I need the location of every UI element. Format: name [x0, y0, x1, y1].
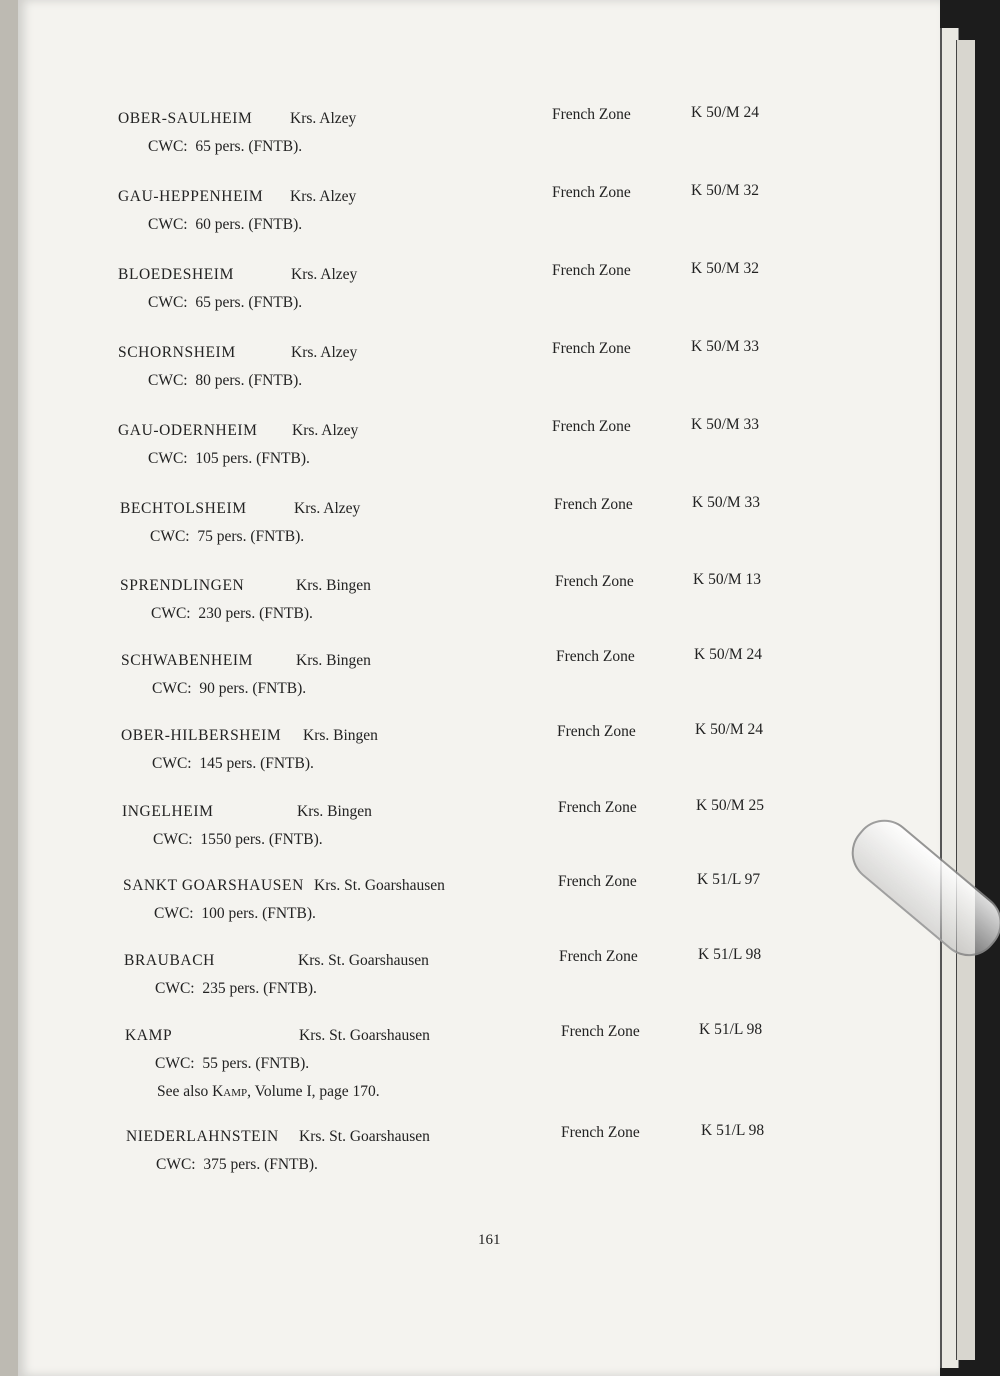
zone: French Zone	[558, 799, 637, 816]
cwc-line: CWC: 55 pers. (FNTB).	[155, 1055, 310, 1072]
page-number: 161	[478, 1232, 501, 1248]
entry-braubach	[18, 946, 940, 1022]
place-name: SANKT GOARSHAUSEN	[123, 877, 304, 894]
entry-gau-odernheim	[18, 416, 940, 492]
grid-reference: K 50/M 13	[693, 571, 762, 588]
district: Krs. Alzey	[291, 344, 358, 361]
place-name: OBER-SAULHEIM	[118, 110, 253, 127]
grid-reference: K 50/M 24	[694, 646, 763, 663]
place-name: SCHORNSHEIM	[118, 344, 236, 361]
place-name: BECHTOLSHEIM	[120, 500, 247, 517]
cwc-line: CWC: 235 pers. (FNTB).	[155, 980, 317, 997]
zone: French Zone	[552, 262, 631, 279]
entry-schornsheim	[18, 338, 940, 414]
zone: French Zone	[554, 496, 633, 513]
cwc-line: CWC: 145 pers. (FNTB).	[152, 755, 314, 772]
zone: French Zone	[561, 1124, 640, 1141]
place-name: BLOEDESHEIM	[118, 266, 234, 283]
district: Krs. St. Goarshausen	[314, 877, 445, 894]
grid-reference: K 50/M 24	[691, 104, 760, 121]
grid-reference: K 50/M 25	[696, 797, 765, 814]
zone: French Zone	[558, 873, 637, 890]
zone: French Zone	[556, 648, 635, 665]
district: Krs. Alzey	[290, 110, 357, 127]
zone: French Zone	[561, 1023, 640, 1040]
place-name: GAU-HEPPENHEIM	[118, 188, 264, 205]
cwc-line: CWC: 60 pers. (FNTB).	[148, 216, 303, 233]
cwc-line: CWC: 80 pers. (FNTB).	[148, 372, 303, 389]
entry-ober-saulheim	[18, 104, 940, 180]
cwc-line: CWC: 375 pers. (FNTB).	[156, 1156, 318, 1173]
cwc-line: CWC: 230 pers. (FNTB).	[151, 605, 313, 622]
zone: French Zone	[552, 184, 631, 201]
place-name: INGELHEIM	[122, 803, 214, 820]
district: Krs. St. Goarshausen	[298, 952, 429, 969]
cwc-line: CWC: 65 pers. (FNTB).	[148, 294, 303, 311]
place-name: OBER-HILBERSHEIM	[121, 727, 282, 744]
entry-gau-heppenheim	[18, 182, 940, 258]
cwc-line: CWC: 65 pers. (FNTB).	[148, 138, 303, 155]
zone: French Zone	[559, 948, 638, 965]
grid-reference: K 51/L 98	[699, 1021, 763, 1038]
zone: French Zone	[557, 723, 636, 740]
entry-bloedesheim	[18, 260, 940, 336]
document-page	[18, 0, 940, 1376]
entry-schwabenheim	[18, 646, 940, 722]
grid-reference: K 50/M 33	[692, 494, 761, 511]
place-name: GAU-ODERNHEIM	[118, 422, 258, 439]
page-stack-edge-back	[956, 40, 975, 1360]
grid-reference: K 50/M 32	[691, 260, 760, 277]
zone: French Zone	[552, 340, 631, 357]
cwc-line: CWC: 1550 pers. (FNTB).	[153, 831, 323, 848]
zone: French Zone	[555, 573, 634, 590]
zone: French Zone	[552, 418, 631, 435]
cwc-line: CWC: 105 pers. (FNTB).	[148, 450, 310, 467]
grid-reference: K 51/L 98	[701, 1122, 765, 1139]
entry-niederlahnstein	[18, 1122, 940, 1198]
district: Krs. Alzey	[290, 188, 357, 205]
entry-sankt-goarshausen	[18, 871, 940, 947]
grid-reference: K 50/M 24	[695, 721, 764, 738]
district: Krs. St. Goarshausen	[299, 1128, 430, 1145]
zone: French Zone	[552, 106, 631, 123]
district: Krs. Bingen	[297, 803, 372, 820]
grid-reference: K 50/M 32	[691, 182, 760, 199]
place-name: SCHWABENHEIM	[121, 652, 254, 669]
grid-reference: K 50/M 33	[691, 416, 760, 433]
cwc-line: CWC: 75 pers. (FNTB).	[150, 528, 305, 545]
district: Krs. Bingen	[296, 577, 371, 594]
grid-reference: K 50/M 33	[691, 338, 760, 355]
grid-reference: K 51/L 98	[698, 946, 762, 963]
place-name: BRAUBACH	[124, 952, 215, 969]
entry-sprendlingen	[18, 571, 940, 647]
district: Krs. St. Goarshausen	[299, 1027, 430, 1044]
place-name: NIEDERLAHNSTEIN	[126, 1128, 279, 1145]
entry-kamp	[18, 1021, 940, 1117]
cwc-line: CWC: 100 pers. (FNTB).	[154, 905, 316, 922]
district: Krs. Bingen	[296, 652, 371, 669]
place-name: KAMP	[125, 1027, 173, 1044]
district: Krs. Bingen	[303, 727, 378, 744]
district: Krs. Alzey	[292, 422, 359, 439]
place-name: SPRENDLINGEN	[120, 577, 245, 594]
adjacent-page-edge	[0, 0, 18, 1376]
entry-bechtolsheim	[18, 494, 940, 570]
cwc-line: CWC: 90 pers. (FNTB).	[152, 680, 307, 697]
entry-ober-hilbersheim	[18, 721, 940, 797]
cross-reference-note: See also Kamp, Volume I, page 170.	[157, 1083, 380, 1100]
grid-reference: K 51/L 97	[697, 871, 761, 888]
district: Krs. Alzey	[294, 500, 361, 517]
district: Krs. Alzey	[291, 266, 358, 283]
entry-ingelheim	[18, 797, 940, 873]
